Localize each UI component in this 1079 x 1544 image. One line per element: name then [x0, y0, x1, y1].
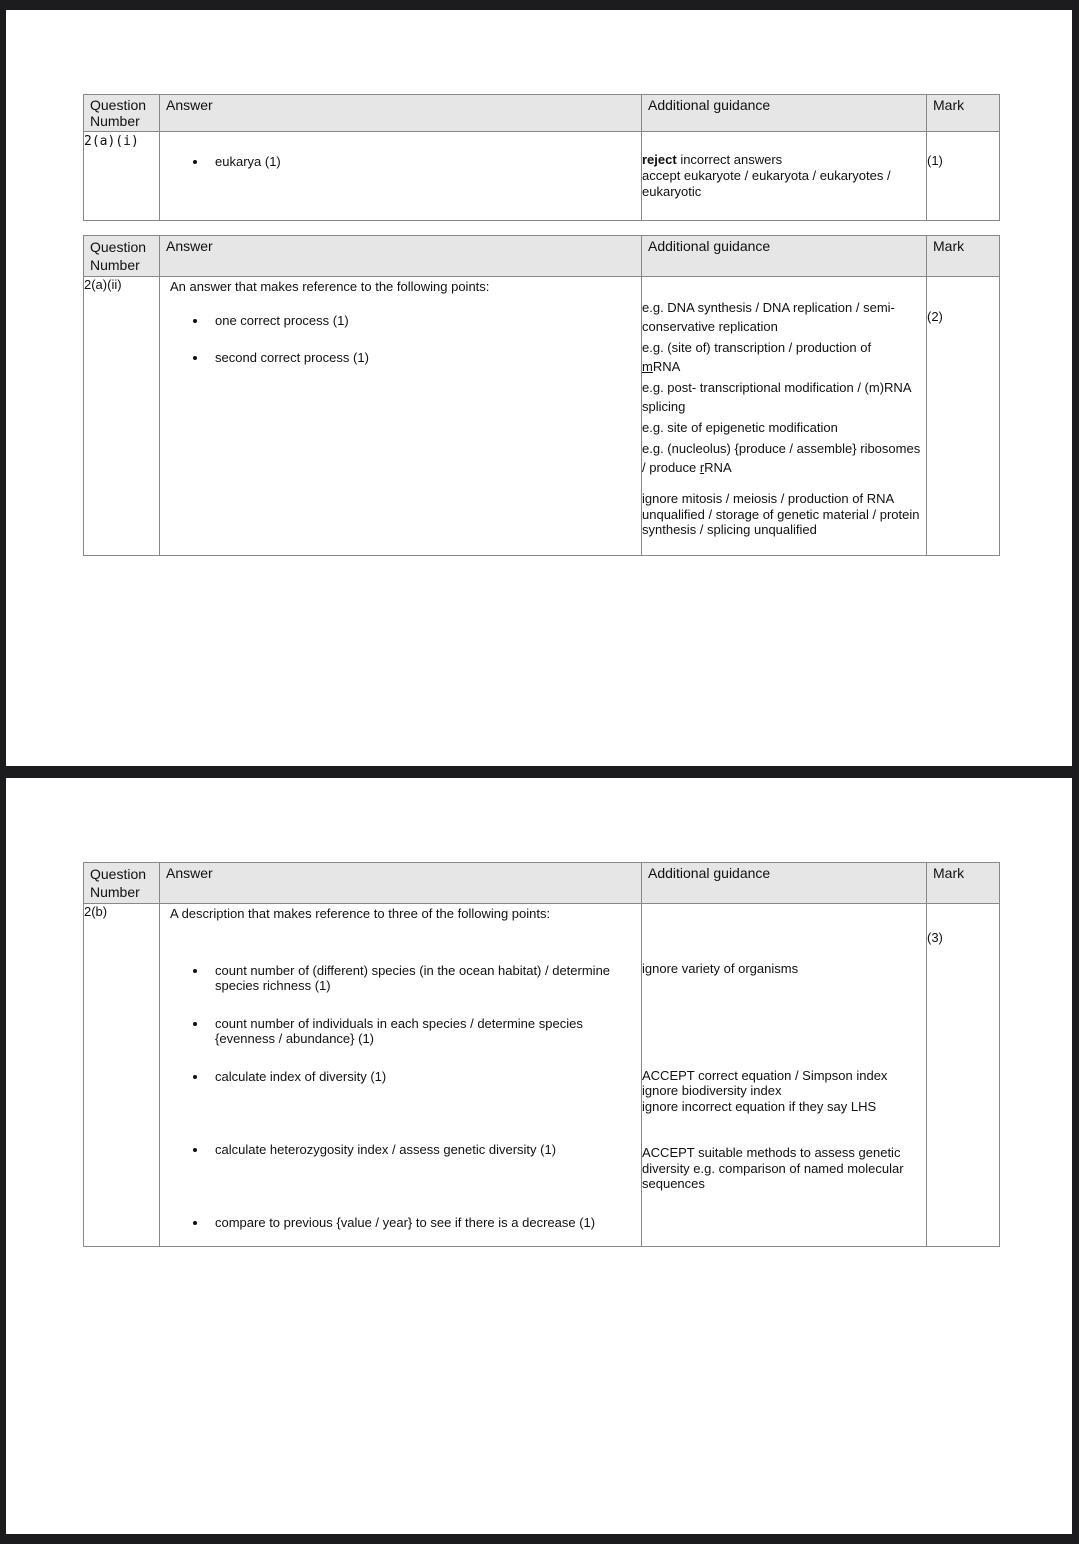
header-question-number: Question Number [84, 236, 160, 277]
mark-cell [927, 277, 1000, 556]
guidance-cell [642, 277, 927, 556]
underlined-letter: r [699, 460, 705, 475]
mark-scheme-table-2aii [83, 235, 1000, 556]
answer-point: second correct process (1) [160, 350, 641, 366]
guidance-item: ignore variety of organisms [642, 961, 799, 976]
answer-point: one correct process (1) [160, 313, 641, 329]
accept-text: accept eukaryote / eukaryota / eukaryotes / eukaryotic [642, 168, 891, 199]
header-guidance: Additional guidance [642, 95, 927, 132]
answer-point: count number of (different) species (in the ocean habitat) / determine species richness (1) [160, 963, 641, 994]
question-number: 2(a)(i) [84, 132, 160, 221]
question-number: 2(b) [84, 904, 160, 1247]
reject-keyword: reject [642, 152, 677, 167]
guidance-item: ignore incorrect equation if they say LHS [642, 1098, 877, 1114]
answer-point: eukarya (1) [160, 154, 641, 170]
header-mark: Mark [927, 95, 1000, 132]
guidance-item: e.g. post- transcriptional modification / (m)RNA splicing [642, 380, 911, 414]
header-question-number: Question Number [84, 863, 160, 904]
answer-point: count number of individuals in each species / determine species {evenness / abundance} (1) [160, 1016, 641, 1047]
mark-cell [927, 904, 1000, 1247]
document-page-1 [6, 10, 1072, 766]
guidance-cell [642, 904, 927, 1247]
mark-cell [927, 132, 1000, 221]
answer-point: compare to previous {value / year} to see if there is a decrease (1) [160, 1215, 641, 1231]
answer-point: calculate heterozygosity index / assess genetic diversity (1) [160, 1142, 641, 1158]
guidance-item: e.g. site of epigenetic modification [642, 420, 838, 435]
header-answer: Answer [160, 95, 642, 132]
header-question-number: Question Number [84, 95, 160, 132]
guidance-item: ignore biodiversity index [642, 1083, 782, 1098]
header-guidance: Additional guidance [642, 863, 927, 904]
answer-intro: An answer that makes reference to the following points: [170, 279, 490, 294]
document-page-2 [6, 778, 1072, 1534]
guidance-item: e.g. (nucleolus) {produce / assemble} ribosomes / produce rRNA [642, 441, 921, 475]
header-answer: Answer [160, 863, 642, 904]
answer-cell [160, 277, 642, 556]
answer-cell [160, 132, 642, 221]
mark-scheme-table-2b [83, 862, 1000, 1247]
underlined-letter: m [642, 359, 653, 374]
mark-value: (2) [927, 309, 943, 324]
guidance-item: e.g. (site of) transcription / production of mRNA [642, 340, 872, 374]
answer-cell [160, 904, 642, 1247]
reject-text: incorrect answers [676, 152, 783, 167]
answer-point: calculate index of diversity (1) [160, 1069, 641, 1085]
mark-value: (3) [927, 930, 943, 945]
header-answer: Answer [160, 236, 642, 277]
header-guidance: Additional guidance [642, 236, 927, 277]
guidance-item: ACCEPT correct equation / Simpson index [642, 1067, 888, 1083]
answer-intro: A description that makes reference to three of the following points: [170, 906, 551, 921]
guidance-cell [642, 132, 927, 221]
guidance-ignore: ignore mitosis / meiosis / production of RNA unqualified / storage of genetic material / protein synthesis / splicing unqualified [642, 491, 920, 537]
mark-value: (1) [927, 153, 943, 168]
mark-scheme-table-2ai [83, 94, 1000, 221]
question-number: 2(a)(ii) [84, 277, 160, 556]
guidance-item: e.g. DNA synthesis / DNA replication / semi-conservative replication [642, 300, 895, 334]
header-mark: Mark [927, 863, 1000, 904]
header-mark: Mark [927, 236, 1000, 277]
guidance-item: ACCEPT suitable methods to assess genetic diversity e.g. comparison of named molecular sequences [642, 1145, 904, 1191]
